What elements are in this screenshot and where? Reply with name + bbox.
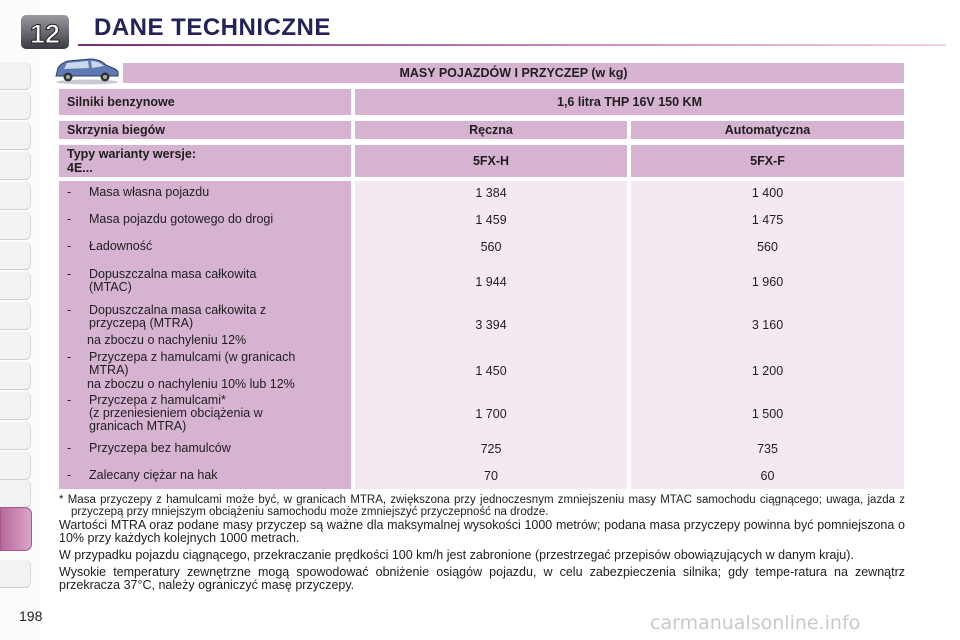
row-label: Przyczepa z hamulcami*: [89, 393, 226, 407]
variant-auto: 5FX-F: [750, 154, 785, 168]
row-value-manual: 560: [480, 240, 502, 254]
engine-value: 1,6 litra THP 16V 150 KM: [557, 95, 702, 109]
gearbox-manual-cell: [355, 121, 627, 139]
chapter-tab[interactable]: [0, 560, 31, 588]
row-label-cont: na zboczu o nachyleniu 10% lub 12%: [87, 377, 295, 391]
row-value-auto: 1 400: [751, 186, 784, 200]
gearbox-label-cell: [59, 121, 351, 139]
page-number: 198: [19, 608, 43, 624]
page-title: DANE TECHNICZNE: [94, 14, 331, 41]
chapter-tab[interactable]: [0, 62, 31, 90]
row-label-cont: na zboczu o nachyleniu 12%: [87, 333, 247, 347]
engine-label: Silniki benzynowe: [67, 95, 175, 109]
row-label: Masa własna pojazdu: [89, 185, 210, 199]
chapter-tab[interactable]: [0, 212, 31, 240]
row-dash: -: [67, 185, 72, 199]
row-value-manual: 70: [484, 469, 498, 483]
chapter-tab[interactable]: [0, 332, 31, 360]
engine-value-cell: [355, 89, 904, 115]
chapter-tab[interactable]: [0, 152, 31, 180]
row-value-auto: 1 200: [751, 364, 784, 378]
variants-label-cell: [59, 145, 351, 177]
row-dash: -: [67, 350, 72, 364]
row-value-auto: 735: [757, 442, 778, 456]
row-value-auto: 1 500: [751, 407, 784, 421]
chapter-tab[interactable]: [0, 362, 31, 390]
row-label-cont: przyczepą (MTRA): [89, 316, 194, 330]
row-dash: -: [67, 393, 72, 407]
row-value-manual: 1 459: [475, 213, 507, 227]
watermark: carmanualsonline.info: [650, 612, 861, 634]
chapter-tab[interactable]: [0, 480, 31, 508]
row-value-manual: 1 700: [475, 407, 507, 421]
row-label-cont: granicach MTRA): [89, 419, 187, 433]
car-icon: [52, 55, 122, 85]
row-dash: -: [67, 468, 72, 482]
chapter-tab-active[interactable]: [0, 507, 32, 551]
row-value-auto: 60: [760, 469, 775, 483]
chapter-number: 12: [29, 19, 61, 49]
variant-manual-cell: [355, 145, 627, 177]
row-dash: -: [67, 267, 72, 281]
row-value-auto: 560: [757, 240, 778, 254]
gearbox-auto-cell: [631, 121, 904, 139]
chapter-tab[interactable]: [0, 302, 31, 330]
row-label: Przyczepa z hamulcami (w granicach: [89, 350, 296, 364]
gearbox-manual: Ręczna: [469, 123, 513, 137]
row-label-cont: (MTAC): [89, 280, 132, 294]
row-label: Dopuszczalna masa całkowita: [89, 267, 257, 281]
row-label: Zalecany ciężar na hak: [89, 468, 218, 482]
row-label: Masa pojazdu gotowego do drogi: [89, 212, 274, 226]
row-label-cont: (z przeniesieniem obciążenia w: [89, 406, 263, 420]
variants-label-line2: 4E...: [67, 161, 93, 175]
row-value-auto: 1 475: [751, 213, 784, 227]
gearbox-auto: Automatyczna: [724, 123, 811, 137]
row-label: Ładowność: [89, 239, 153, 253]
row-value-manual: 725: [480, 442, 502, 456]
gearbox-label: Skrzynia biegów: [67, 123, 165, 137]
row-label-cont: MTRA): [89, 363, 129, 377]
chapter-tab[interactable]: [0, 122, 31, 150]
row-value-manual: 3 394: [475, 318, 507, 332]
row-value-auto: 3 160: [751, 318, 784, 332]
row-label: Dopuszczalna masa całkowita z: [89, 303, 267, 317]
row-dash: -: [67, 212, 72, 226]
row-dash: -: [67, 441, 72, 455]
table-caption-text: MASY POJAZDÓW I PRZYCZEP (w kg): [399, 66, 628, 80]
note-paragraph: Wartości MTRA oraz podane masy przyczep są ważne dla maksymalnej wysokości 1000 metrów; podana masa przyczepy powinna być pomniejszona o 10% przy każdych kolejnych 1000 metrach.: [59, 518, 905, 545]
notes-section: [59, 494, 905, 596]
variant-auto-cell: [631, 145, 904, 177]
row-dash: -: [67, 239, 72, 253]
footnote: * Masa przyczepy z hamulcami może być, w granicach MTRA, zwiększona przy jednoczesnym zmniejszeniu masy MTAC samochodu ciągnącego; uwaga, jazda z przyczepą przy mniejszym obciążeniu samochodu może zmniejszyć przyczepność na drodze.: [59, 494, 905, 518]
row-value-manual: 1 384: [475, 186, 507, 200]
chapter-tab[interactable]: [0, 182, 31, 210]
chapter-tab[interactable]: [0, 92, 31, 120]
engine-label-cell: [59, 89, 351, 115]
row-value-manual: 1 450: [475, 364, 507, 378]
note-paragraph: W przypadku pojazdu ciągnącego, przekraczanie prędkości 100 km/h jest zabronione (przestrzegać przepisów obowiązujących w danym kraju).: [59, 548, 854, 562]
chapter-tab[interactable]: [0, 422, 31, 450]
chapter-tab[interactable]: [0, 452, 31, 480]
chapter-badge-icon: [20, 12, 70, 52]
row-value-manual: 1 944: [475, 275, 507, 289]
chapter-tab-strip: [0, 0, 43, 640]
chapter-tab[interactable]: [0, 272, 31, 300]
variant-manual: 5FX-H: [472, 154, 510, 168]
row-value-auto: 1 960: [751, 275, 784, 289]
variants-label-line1: Typy warianty wersje:: [67, 147, 196, 161]
chapter-tab[interactable]: [0, 242, 31, 270]
table-caption: [123, 63, 904, 83]
chapter-tab[interactable]: [0, 392, 31, 420]
header-divider: [78, 44, 946, 46]
row-dash: -: [67, 303, 72, 317]
note-paragraph: Wysokie temperatury zewnętrzne mogą spowodować obniżenie osiągów pojazdu, w celu zabezpieczenia silnika; gdy tempe-ratura na zewnątrz przekracza 37°C, należy ograniczyć masę przyczepy.: [59, 565, 905, 592]
row-label: Przyczepa bez hamulców: [89, 441, 231, 455]
